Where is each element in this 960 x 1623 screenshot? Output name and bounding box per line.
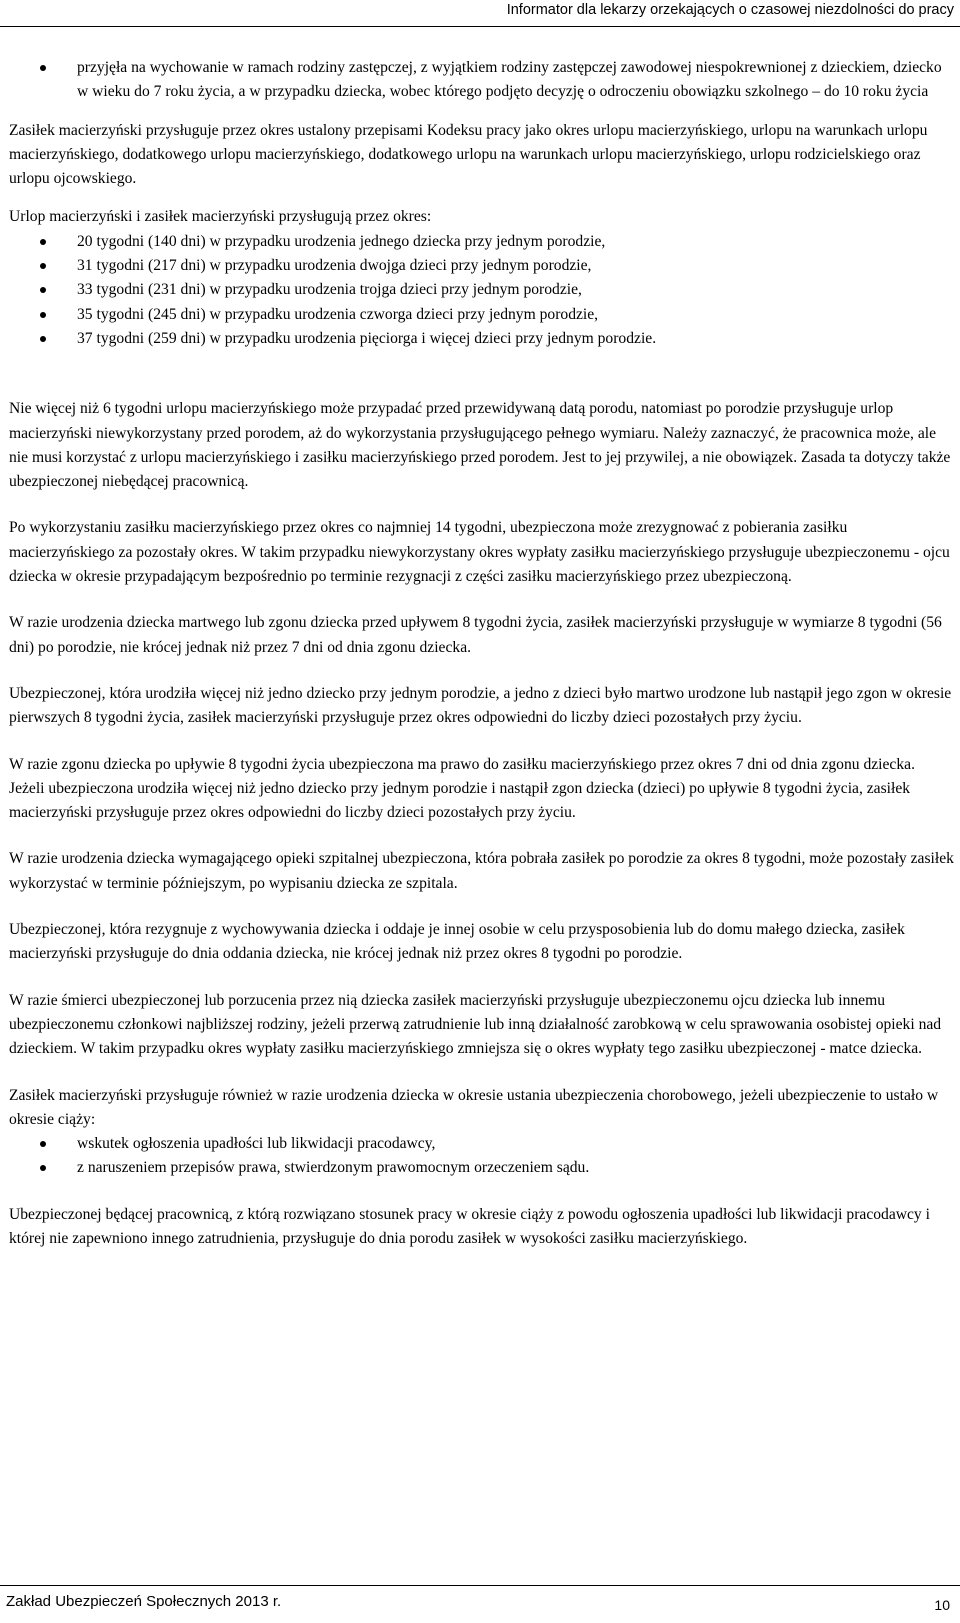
list-item: 20 tygodni (140 dni) w przypadku urodzenia jednego dziecka przy jednym porodzie, [9, 230, 954, 254]
paragraph-child-death: W razie zgonu dziecka po upływie 8 tygodni życia ubezpieczona ma prawo do zasiłku macierzyńskiego przez okres 7 dni od dnia zgonu dziecka. Jeżeli ubezpieczona urodziła więcej niż jedno dziecko przy jednym porodzie i nastąpił zgon dziecka (dzieci) po upływie 8 tygodni życia, zasiłek macierzyński przysługuje przez okres odpowiedni do liczby dzieci pozostałych przy życiu. [9, 755, 915, 822]
paragraph-insurance-ended-lead: Zasiłek macierzyński przysługuje również w razie urodzenia dziecka w okresie ustania ubezpieczenia chorobowego, jeżeli ubezpieczenie to ustało w okresie ciąży: [9, 1086, 939, 1128]
page-header [0, 0, 960, 27]
paragraph-resignation: Po wykorzystaniu zasiłku macierzyńskiego przez okres co najmniej 14 tygodni, ubezpieczona może zrezygnować z pobierania zasiłku macierzyńskiego za pozostały okres. W takim przypadku niewykorzystany okres wypłaty zasiłku macierzyńskiego przysługuje ubezpieczonemu - ojcu dziecka w okresie przypadającym bezpośrednio po terminie rezygnacji z części zasiłku macierzyńskiego przez ubezpieczoną. [9, 519, 950, 586]
list-item: 37 tygodni (259 dni) w przypadku urodzenia pięciorga i więcej dzieci przy jednym porodzie. [9, 327, 954, 351]
footer-publisher: Zakład Ubezpieczeń Społecznych 2013 r. [6, 1593, 282, 1610]
page-number: 10 [934, 1597, 950, 1613]
paragraph-maternity-benefit-period: Zasiłek macierzyński przysługuje przez okres ustalony przepisami Kodeksu pracy jako okres urlopu macierzyńskiego, urlopu na warunkach urlopu macierzyńskiego, dodatkowego urlopu macierzyńskiego, dodatkowego urlopu na warunkach urlopu macierzyńskiego, urlopu rodzicielskiego oraz urlopu ojcowskiego. [9, 121, 928, 188]
intro-list [9, 56, 954, 105]
paragraph-bankruptcy: Ubezpieczonej będącej pracownicą, z którą rozwiązano stosunek pracy w okresie ciąży z powodu ogłoszenia upadłości lub likwidacji pracodawcy i której nie zapewniono innego zatrudnienia, przysługuje do dnia porodu zasiłek w wysokości zasiłku macierzyńskiego. [9, 1205, 930, 1247]
paragraph-multiple-birth: Ubezpieczonej, która urodziła więcej niż jedno dziecko przy jednym porodzie, a jedno z dzieci było martwo urodzone lub nastąpił jego zgon w okresie pierwszych 8 tygodni życia, zasiłek macierzyński przysługuje przez okres odpowiedni do liczby dzieci pozostałych przy życiu. [9, 684, 952, 727]
page-footer [0, 1585, 960, 1623]
reason-list [9, 1132, 954, 1181]
period-list [9, 230, 954, 351]
list-item: z naruszeniem przepisów prawa, stwierdzonym prawomocnym orzeczeniem sądu. [9, 1156, 954, 1180]
paragraph-leave-duration-lead: Urlop macierzyński i zasiłek macierzyński przysługują przez okres: [9, 208, 432, 226]
paragraph-before-birth: Nie więcej niż 6 tygodni urlopu macierzyńskiego może przypadać przed przewidywaną datą porodu, natomiast po porodzie przysługuje urlop macierzyński niewykorzystany przed porodem, aż do wykorzystania przysługującego pełnego wymiaru. Należy zaznaczyć, że pracownica może, ale nie musi korzystać z urlopu macierzyńskiego i zasiłku macierzyńskiego przed porodem. Jest to jej przywilej, a nie obowiązek. Zasada ta dotyczy także ubezpieczonej niebędącej pracownicą. [9, 400, 951, 491]
list-item: wskutek ogłoszenia upadłości lub likwidacji pracodawcy, [9, 1132, 954, 1156]
list-item: 35 tygodni (245 dni) w przypadku urodzenia czworga dzieci przy jednym porodzie, [9, 303, 954, 327]
paragraph-death-of-insured: W razie śmierci ubezpieczonej lub porzucenia przez nią dziecka zasiłek macierzyński przysługuje ubezpieczonemu ojcu dziecka lub innemu ubezpieczonemu członkowi najbliższej rodziny, jeżeli przerwą zatrudnienie lub inną działalność zarobkową w celu sprawowania osobistej opieki nad dzieckiem. W takim przypadku okres wypłaty zasiłku macierzyńskiego zmniejsza się o okres wypłaty tego zasiłku ubezpieczonej - matce dziecka. [9, 991, 942, 1058]
list-item: 33 tygodni (231 dni) w przypadku urodzenia trojga dzieci przy jednym porodzie, [9, 278, 954, 302]
paragraph-hospital-care: W razie urodzenia dziecka wymagającego opieki szpitalnej ubezpieczona, która pobrała zasiłek po porodzie za okres 8 tygodni, może pozostały zasiłek wykorzystać w terminie późniejszym, po wypisaniu dziecka ze szpitala. [9, 850, 954, 892]
list-item: przyjęła na wychowanie w ramach rodziny zastępczej, z wyjątkiem rodziny zastępczej zawodowej niespokrewnionej z dzieckiem, dziecko w wieku do 7 roku życia, a w przypadku dziecka, wobec którego podjęto decyzję o odroczeniu obowiązku szkolnego – do 10 roku życia [9, 56, 954, 105]
paragraph-stillbirth: W razie urodzenia dziecka martwego lub zgonu dziecka przed upływem 8 tygodni życia, zasiłek macierzyński przysługuje w wymiarze 8 tygodni (56 dni) po porodzie, nie krócej jednak niż przez 7 dni od dnia zgonu dziecka. [9, 614, 942, 656]
paragraph-adoption: Ubezpieczonej, która rezygnuje z wychowywania dziecka i oddaje je innej osobie w celu przysposobienia lub do domu małego dziecka, zasiłek macierzyński przysługuje do dnia oddania dziecka, nie krócej jednak niż przez okres 8 tygodni po porodzie. [9, 921, 905, 963]
list-item: 31 tygodni (217 dni) w przypadku urodzenia dwojga dzieci przy jednym porodzie, [9, 254, 954, 278]
document-body [9, 56, 954, 1251]
header-title: Informator dla lekarzy orzekających o czasowej niezdolności do pracy [506, 2, 954, 18]
